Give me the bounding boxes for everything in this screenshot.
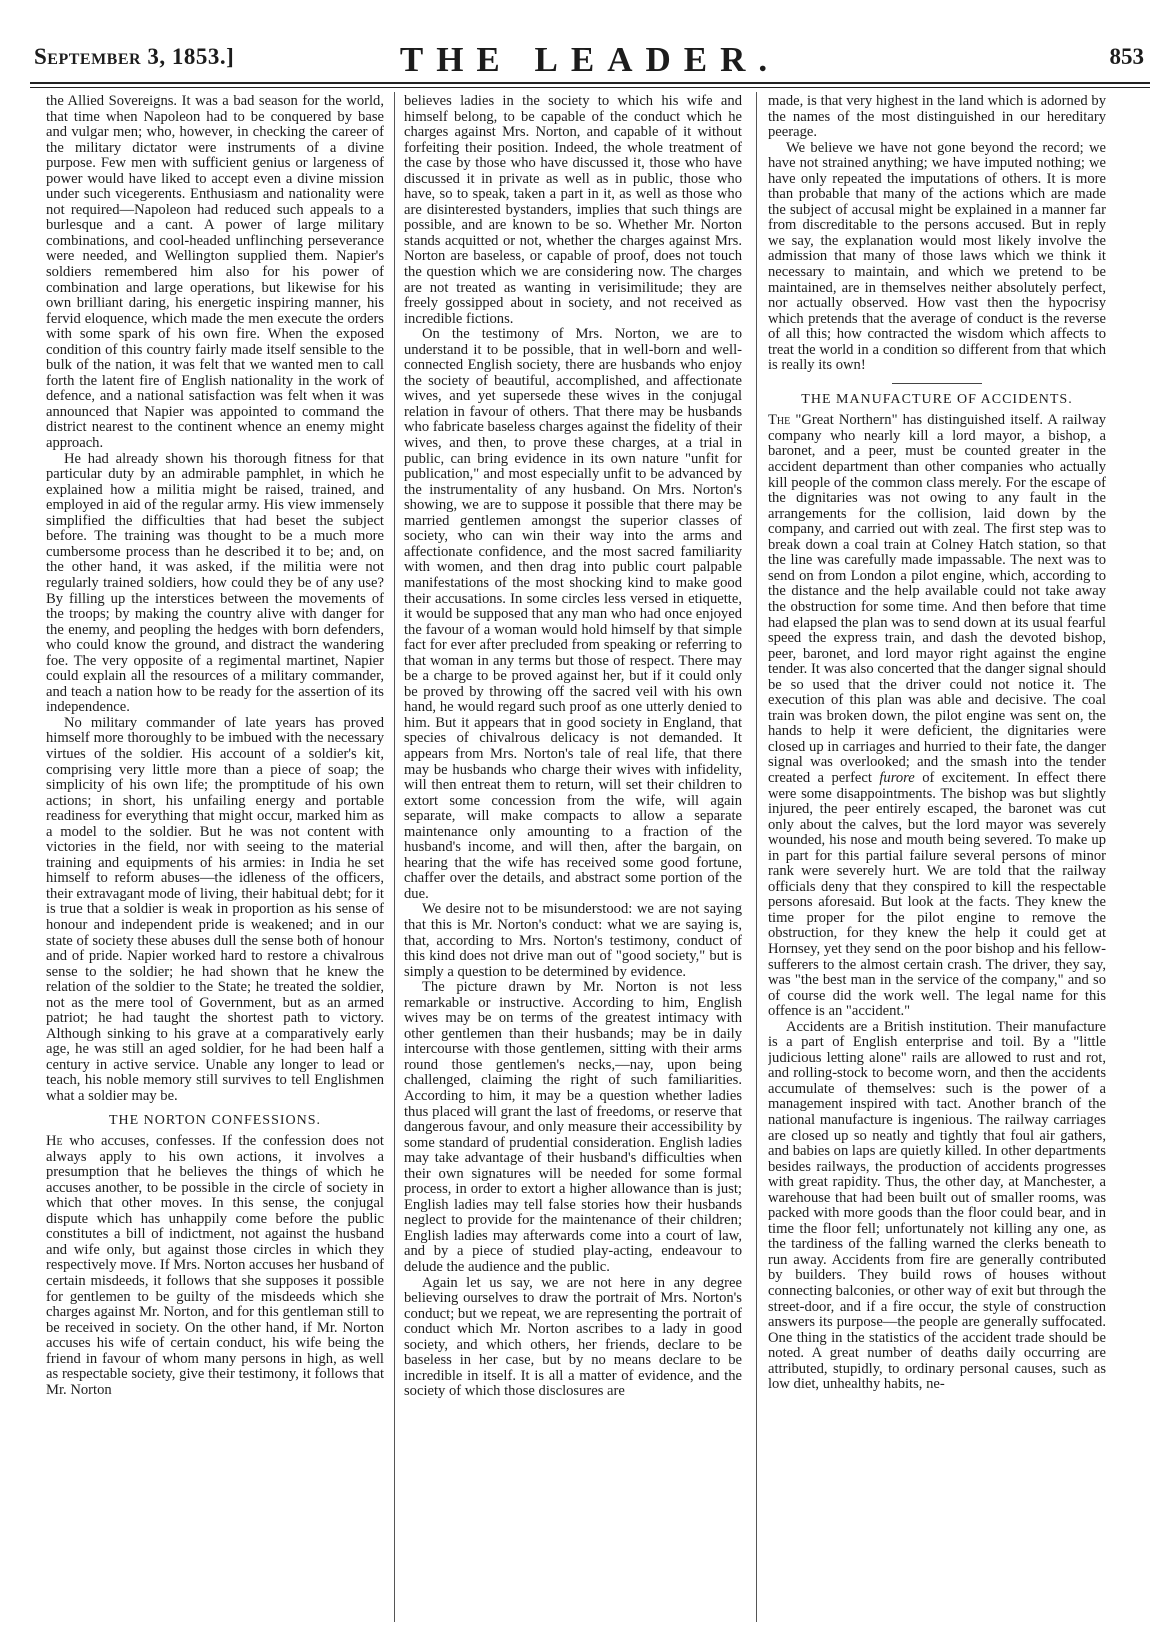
paragraph [46, 1134, 384, 1398]
opening-word: He [46, 1133, 63, 1150]
header-rule [30, 82, 1150, 84]
paragraph: He had already shown his thorough fitness for that particular duty by an admirable pamphlet, in which he explained how a militia might be raised, trained, and employed in aid of the regular army. His view immensely simplified the difficulties that had beset the subject before. The training was thought to be a much more cumbersome process than he described it to be; and, on the other hand, it was asked, if the militia were not regularly trained soldiers, how could they be of any use? By filling up the interstices between the movements of the troops; by making the country alive with danger for the enemy, and peopling the hedges with born defenders, who could know the ground, and distract the wandering foe. The very opposite of a regimental martinet, Napier could explain all the resources of a military commander, and teach a nation how to be ready for the assertion of its independence. [46, 450, 384, 716]
opening-word: The [768, 412, 791, 429]
header-rule-thin [30, 87, 1150, 88]
page-number: 853 [1109, 44, 1144, 69]
italic-word: furore [879, 769, 915, 786]
paragraph: We believe we have not gone beyond the record; we have not strained anything; we have imputed nothing; we have only repeated the imputations of others. It is more than probable that many of the actions which are made the subject of accusal might be explained in a manner far from discreditable to the persons accused. But in reply we say, the explanation would most likely involve the admission that many of those laws which we think it necessary to maintain, and which we pretend to be maintained, are in themselves neither absolutely perfect, nor actually observed. How vast then the hypocrisy which pretends that the average of conduct is the reverse of all this; how contracted the wisdom which affects to treat the world in a condition so different from that which is really its own! [768, 139, 1106, 374]
column-3 [768, 94, 1106, 1624]
paragraph: believes ladies in the society to which his wife and himself belong, to be capable of the conduct which he charges against Mrs. Norton, and capable of it without forfeiting their position. Indeed, the whole treatment of the case by those who have discussed it, those who have discussed it in private as well as in public, those who have, so to speak, taken a part in it, as well as those who are disinterested bystanders, implies that such things are possible, and are known to be so. Whether Mr. Norton stands acquitted or not, whether the charges against Mrs. Norton are baseless, or capable of proof, does not touch the question which we are considering now. The charges are not treated as wanting in verisimilitude; they are freely gossipped about in society, and not received as incredible fictions. [404, 94, 742, 327]
issue-date-month: September [34, 44, 142, 69]
paragraph: made, is that very highest in the land which is adorned by the names of the most distinguished in our hereditary peerage. [768, 94, 1106, 141]
section-heading-accidents: THE MANUFACTURE OF ACCIDENTS. [801, 391, 1073, 407]
column-1 [46, 94, 384, 1624]
section-separator [892, 383, 982, 384]
paragraph [768, 413, 1106, 1019]
paragraph-text: of excitement. In effect there were some disappointments. The bishop was but slightly injured, the peer entirely escaped, the baronet was cut only about the calves, but the lord mayor was severely wounded, his nose and mouth being severed. To make up in part for this partial failure several persons of minor rank were severely hurt. We are told that the railway officials deny that they conspired to kill the respectable persons aforesaid. But look at the facts. They knew the time proper for the pilot engine to remove the obstruction, for they knew the help it could get at Hornsey, yet they send on the poor bishop and his fellow-sufferers to the almost certain crash. The driver, they say, was "the best man in the service of the company," and so of course did the work well. The legal name for this offence is an "accident." [768, 769, 1106, 1020]
paragraph: On the testimony of Mrs. Norton, we are to understand it to be possible, that in well-born and well-connected English society, there are husbands who enjoy the society of beautiful, accomplished, and affectionate wives, and yet supersede these wives in the conjugal relation in favour of others. That there may be husbands who fabricate baseless charges against the fidelity of their wives, and then, to prove these charges, at a trial in public, can bring evidence in its own nature "unfit for publication," and most especially unfit to be advanced by the instrumentality of any husband. On Mrs. Norton's showing, we are to suppose it possible that there may be married gentlemen amongst the superior classes of society, who can win their way into the arms and affectionate confidence, and the most sacred familiarity with women, and then drag into public court palpable manifestations of the most shocking kind to make good their accusations. In some circles less versed in etiquette, it would be supposed that any man who had once enjoyed the favour of a woman would hold himself by that simple fact for ever after precluded from speaking or referring to that woman in any terms but those of respect. There may be a charge to be proved against her, but if it could only be proved by throwing off the sacred veil with his own hand, he would regard such proof as one utterly denied to him. But it appears that in good society in England, that species of chivalrous delicacy is not demanded. It appears from Mrs. Norton's tale of real life, that there may be husbands who charge their wives with infidelity, will then entreat them to return, will set their children to extort some concession from the wife, will again separate, will make compacts to allow a separate maintenance only amounting to a fraction of the husband's income, and will then, after the bargain, on hearing that the wife has received some good fortune, chaffer over the details, and abstract some portion of the due. [404, 326, 742, 902]
column-2 [404, 94, 742, 1624]
column-divider [756, 92, 757, 1622]
paragraph-text: "Great Northern" has distinguished itself. A railway company who nearly kill a lord mayor, a bishop, a baronet, and a peer, must be counted greater in the accident department than other companies who actually kill people of the common class merely. For the escape of the dignitaries was not owing to any fault in the arrangements for the collision, laid down by the company, and carried out with zeal. The first step was to break down a coal train at Colney Hatch station, so that the line was carefully made impassable. The next was to send on from London a pilot engine, which, according to the distance and the help available could not take away the obstruction for some time. And then before that time had elapsed the plan was to send down at its usual fearful speed the express train, and dash the devoted bishop, peer, baronet, and lord mayor right against the engine tender. It was also concerted that the danger signal should be so used that the driver could not notice it. The execution of this plan was able and decisive. The coal train was broken down, the pilot engine was sent on, the hands to help it were deficient, the dignitaries were closed up in carriages and hurried to their fate, the danger signal was overlooked; and the smash into the tender created a perfect [768, 412, 1106, 786]
masthead [30, 40, 1150, 92]
paragraph-text: who accuses, confesses. If the confession does not always apply to his own actions, it involves a presumption that he believes the things of which he accuses another, to be possible in the circle of society in which that other moves. In this sense, the conjugal dispute which has unhappily come before the public constitutes a bill of indictment, not against the husband and wife only, but against those circles in which they respectively move. If Mrs. Norton accuses her husband of certain misdeeds, it follows that she supposes it possible for gentlemen to be guilty of the misdeeds which she charges against Mr. Norton, and for this gentleman still to be received in society. On the other hand, if Mr. Norton accuses his wife of certain conduct, his wife being the friend in favour of whom many persons in high, as well as respectable society, give their testimony, it follows that Mr. Norton [46, 1133, 384, 1398]
paragraph: Again let us say, we are not here in any degree believing ourselves to draw the portrait of Mrs. Norton's conduct; but we repeat, we are representing the portrait of conduct which Mr. Norton ascribes to a lady in good society, and which others, her friends, declare to be baseless in her case, but by no means declare to be incredible in itself. It is all a matter of evidence, and the society of which those disclosures are [404, 1274, 742, 1400]
paragraph: the Allied Sovereigns. It was a bad season for the world, that time when Napoleon had to be conquered by base and vulgar men; who, however, in checking the career of the military dictator were instruments of a divine purpose. Few men with sufficient genius or largeness of power would have liked to accept even a divine mission under such vicegerents. Enthusiasm and nationality were not required—Napoleon had reduced such appeals to a burlesque and a cant. A power of large military combinations, and cool-headed unflinching perseverance were needed, and Wellington supplied them. Napier's soldiers remembered him also for his power of combination and large operations, but likewise for his own brilliant daring, his energetic inspiring manner, his fervid eloquence, which made the men execute the orders with some spark of his own fire. When the exposed condition of this country fairly made itself sensible to the bulk of the nation, it was felt that we wanted men to call forth the latent fire of English nationality in the work of defence, and a national satisfaction was felt when it was announced that Napier was appointed to command the district nearest to the continent whence an enemy might approach. [46, 94, 384, 452]
section-heading-norton: THE NORTON CONFESSIONS. [108, 1112, 322, 1128]
paragraph: No military commander of late years has proved himself more thoroughly to be imbued with the necessary virtues of the soldier. His account of a soldier's kit, comprising very little more than a piece of soap; the simplicity of his own life; the promptitude of his own actions; in short, his unfailing energy and portable readiness for everything that might occur, marked him as a model to the soldier. But he was not content with victories in the field, nor with seeing to the material training and equipments of his armies: in India he set himself to reform abuses—the idleness of the officers, their extravagant mode of living, their habitual debt; for it is true that a soldier is weak in proportion as his sense of honour and independent pride is weakened; and in our state of society these abuses dull the sense both of honour and of pride. Napier worked hard to restore a chivalrous sense to the soldier; he had shown that he knew the relation of the soldier to the State; he treated the soldier, not as the mere tool of Government, but as an armed patriot; he had taught the shortest path to victory. Although sinking to his grave at a comparatively early age, he was still an aged soldier, for he had been half a century in active service. Unable any longer to lead or teach, his noble memory still survives to tell Englishmen what a soldier may be. [46, 714, 384, 1104]
paragraph: The picture drawn by Mr. Norton is not less remarkable or instructive. According to him, English wives may be on terms of the greatest intimacy with other gentlemen than their husbands; may be in daily intercourse with those gentlemen, sitting with their arms round those gentlemen's necks,—nay, upon being challenged, claiming the right of such familiarities. According to him, it may be a question whether ladies thus placed will grant the last of freedoms, or reserve that dangerous favour, and only measure their accessibility by some standard of prudential consideration. English ladies may take advantage of their husband's difficulties when their own signatures will be needed for some formal process, in order to extort a higher allowance than is just; English ladies may tell false stories how their husbands neglect to provide for the maintenance of their children; English ladies may afterwards come into a court of law, and by a piece of studied play-acting, endeavour to delude the audience and the public. [404, 979, 742, 1276]
newspaper-title: THE LEADER. [399, 40, 781, 79]
paragraph: We desire not to be misunderstood: we are not saying that this is Mr. Norton's conduct: what we are saying is, that, according to Mrs. Norton's testimony, conduct of this kind does not drive man out of "good society," but is simply a question to be determined by evidence. [404, 901, 742, 980]
paragraph: Accidents are a British institution. Their manufacture is a part of English enterprise and toil. By a "little judicious letting alone" rails are allowed to rust and rot, and rolling-stock to become worn, and then the accidents accumulate of themselves: such is the power of a management inspired with tact. Another branch of the national manufacture is ingenious. The railway carriages are closed up so neatly and tightly that foul air gathers, and babies on laps are quietly killed. In other departments besides railways, the production of accidents progresses with great rapidity. Thus, the other day, at Manchester, a warehouse that had been built out of smaller rooms, was packed with more goods than the floor could bear, and in time the floor fell; unfortunately not killing any one, as the tardiness of the falling warned the clerks beneath to run away. Accidents from fire are generally contributed by builders. They build rows of houses without connecting balconies, or other way of exit but through the street-door, and if a fire occur, the style of construction answers its purpose—the people are generally suffocated. One thing in the statistics of the accident trade should be noted. A great number of deaths daily occurring are attributed, stupidly, to ordinary personal causes, such as low diet, unhealthy habits, ne- [768, 1018, 1106, 1393]
column-divider [394, 92, 395, 1622]
issue-date-rest: 3, 1853.] [141, 44, 235, 69]
